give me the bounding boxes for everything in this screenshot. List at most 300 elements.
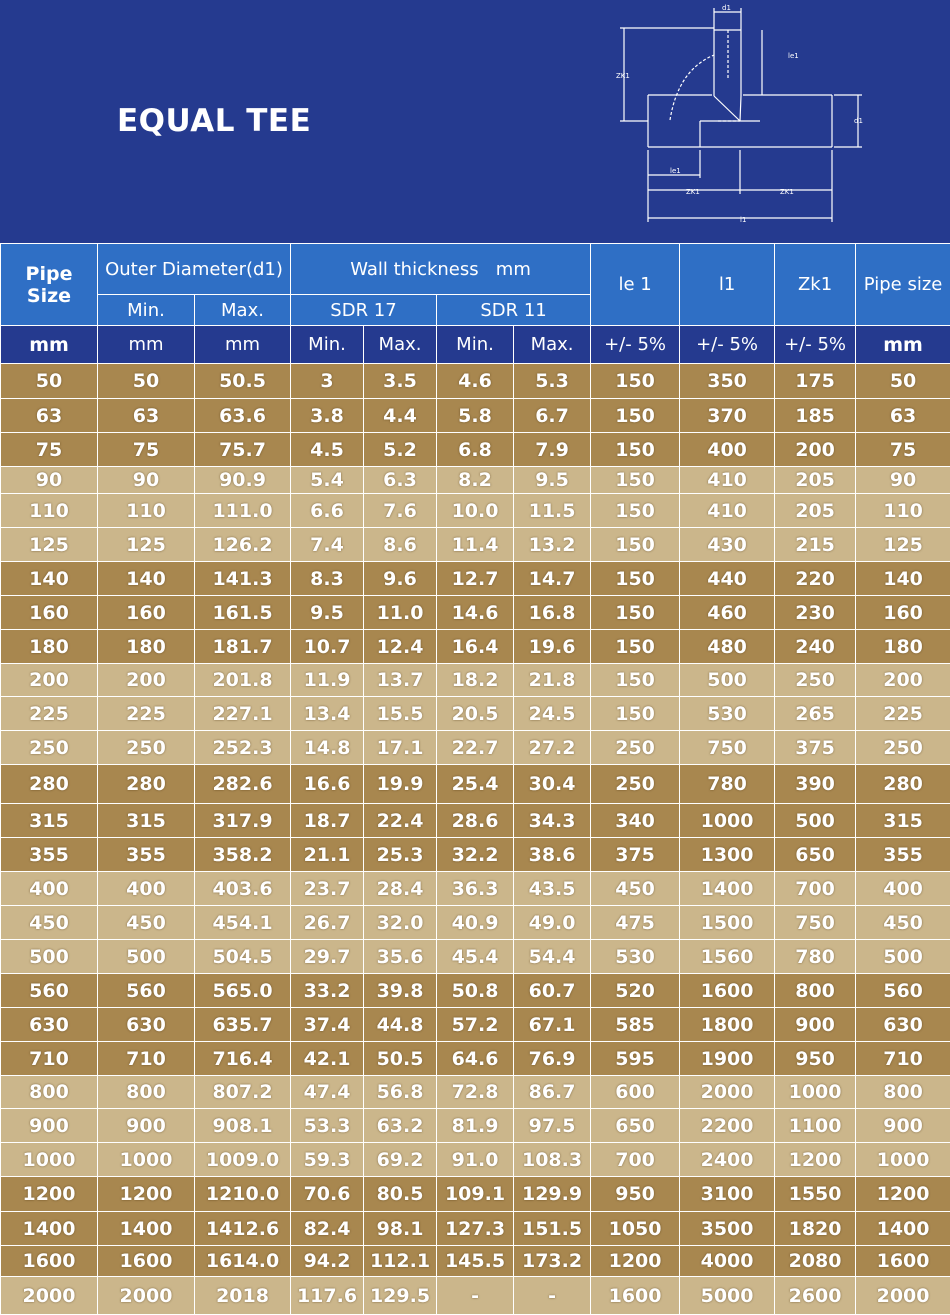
table-cell: 36.3 (437, 872, 514, 906)
table-cell: 110 (98, 494, 195, 528)
table-row (1, 1042, 950, 1076)
table-cell: 807.2 (195, 1076, 291, 1109)
table-cell: 500 (1, 940, 98, 974)
table-cell: 220 (775, 562, 856, 596)
header-le1-tolerance: +/- 5% (591, 326, 680, 364)
table-cell: 480 (680, 630, 775, 664)
table-cell: 60.7 (514, 974, 591, 1008)
table-cell: 43.5 (514, 872, 591, 906)
table-cell: 5.3 (514, 364, 591, 399)
table-cell: 63 (1, 399, 98, 433)
table-cell: 400 (856, 872, 950, 906)
table-cell: 315 (856, 804, 950, 838)
table-cell: 230 (775, 596, 856, 630)
table-cell: 710 (1, 1042, 98, 1076)
table-cell: 504.5 (195, 940, 291, 974)
table-cell: 44.8 (364, 1008, 437, 1042)
table-cell: 280 (856, 765, 950, 804)
table-cell: 14.6 (437, 596, 514, 630)
equal-tee-table (0, 243, 950, 1315)
table-cell: 520 (591, 974, 680, 1008)
header-od-max: Max. (195, 295, 291, 326)
table-cell: 400 (98, 872, 195, 906)
table-cell: 150 (591, 697, 680, 731)
table-cell: 780 (680, 765, 775, 804)
table-cell: 1400 (856, 1212, 950, 1246)
table-row (1, 697, 950, 731)
table-cell: 180 (98, 630, 195, 664)
table-cell: 35.6 (364, 940, 437, 974)
table-cell: 14.7 (514, 562, 591, 596)
table-cell: 2400 (680, 1143, 775, 1177)
table-cell: 900 (1, 1109, 98, 1143)
table-row (1, 1109, 950, 1143)
table-row (1, 906, 950, 940)
table-cell: 400 (680, 433, 775, 467)
table-cell: 900 (856, 1109, 950, 1143)
header-zk1: Zk1 (775, 244, 856, 326)
table-row (1, 974, 950, 1008)
table-cell: 22.4 (364, 804, 437, 838)
table-cell: 1550 (775, 1177, 856, 1212)
table-cell: 3500 (680, 1212, 775, 1246)
table-cell: 358.2 (195, 838, 291, 872)
table-cell: 28.4 (364, 872, 437, 906)
table-cell: 355 (856, 838, 950, 872)
table-cell: 750 (775, 906, 856, 940)
table-cell: 110 (856, 494, 950, 528)
table-cell: 700 (591, 1143, 680, 1177)
table-cell: 18.7 (291, 804, 364, 838)
table-cell: 390 (775, 765, 856, 804)
table-cell: 13.4 (291, 697, 364, 731)
table-row (1, 562, 950, 596)
header-od-min-unit: mm (98, 326, 195, 364)
table-cell: 780 (775, 940, 856, 974)
table-cell: 630 (1, 1008, 98, 1042)
table-cell: 630 (856, 1008, 950, 1042)
header-sdr17: SDR 17 (291, 295, 437, 326)
table-cell: 2080 (775, 1246, 856, 1277)
table-cell: 63.6 (195, 399, 291, 433)
table-row (1, 1277, 950, 1315)
diagram-label-l1: l1 (740, 216, 746, 224)
table-row (1, 630, 950, 664)
table-cell: 1614.0 (195, 1246, 291, 1277)
table-body (1, 364, 950, 1315)
table-cell: 16.8 (514, 596, 591, 630)
table-cell: 280 (1, 765, 98, 804)
table-cell: 12.7 (437, 562, 514, 596)
table-row (1, 872, 950, 906)
table-cell: 126.2 (195, 528, 291, 562)
header-sdr17-max: Max. (364, 326, 437, 364)
header-pipe-size: Pipe Size (1, 244, 98, 326)
table-cell: 39.8 (364, 974, 437, 1008)
table-cell: 11.5 (514, 494, 591, 528)
table-cell: 11.9 (291, 664, 364, 697)
table-cell: 8.6 (364, 528, 437, 562)
table-row (1, 467, 950, 494)
diagram-label-zk1: ZK1 (616, 72, 630, 80)
table-cell: 1000 (775, 1076, 856, 1109)
table-cell: 16.4 (437, 630, 514, 664)
table-row (1, 528, 950, 562)
table-cell: 200 (775, 433, 856, 467)
table-cell: 1400 (1, 1212, 98, 1246)
table-cell: 145.5 (437, 1246, 514, 1277)
diagram-line (714, 96, 740, 121)
table-cell: 81.9 (437, 1109, 514, 1143)
table-cell: 2000 (680, 1076, 775, 1109)
table-cell: 280 (98, 765, 195, 804)
table-cell: 2000 (856, 1277, 950, 1315)
table-cell: 181.7 (195, 630, 291, 664)
table-cell: 500 (98, 940, 195, 974)
table-cell: 82.4 (291, 1212, 364, 1246)
table-cell: 454.1 (195, 906, 291, 940)
table-cell: 1560 (680, 940, 775, 974)
table-cell: 250 (591, 731, 680, 765)
table-cell: 75 (856, 433, 950, 467)
table-cell: 64.6 (437, 1042, 514, 1076)
table-row (1, 765, 950, 804)
table-cell: 6.8 (437, 433, 514, 467)
table-cell: 900 (98, 1109, 195, 1143)
table-cell: 2200 (680, 1109, 775, 1143)
table-cell: 1009.0 (195, 1143, 291, 1177)
table-cell: 9.5 (514, 467, 591, 494)
table-cell: 63.2 (364, 1109, 437, 1143)
table-cell: 22.7 (437, 731, 514, 765)
table-cell: 150 (591, 528, 680, 562)
table-cell: 12.4 (364, 630, 437, 664)
table-cell: 1600 (591, 1277, 680, 1315)
table-cell: 900 (775, 1008, 856, 1042)
table-cell: 375 (775, 731, 856, 765)
table-cell: 141.3 (195, 562, 291, 596)
table-cell: 1050 (591, 1212, 680, 1246)
table-cell: 560 (856, 974, 950, 1008)
table-cell: 2000 (1, 1277, 98, 1315)
table-cell: 700 (775, 872, 856, 906)
header-sdr17-min: Min. (291, 326, 364, 364)
table-cell: 500 (680, 664, 775, 697)
table-cell: 97.5 (514, 1109, 591, 1143)
table-cell: 98.1 (364, 1212, 437, 1246)
table-cell: 17.1 (364, 731, 437, 765)
table-cell: 56.8 (364, 1076, 437, 1109)
table-cell: 205 (775, 494, 856, 528)
table-cell: 201.8 (195, 664, 291, 697)
table-cell: 125 (1, 528, 98, 562)
table-cell: 9.5 (291, 596, 364, 630)
table-cell: 250 (1, 731, 98, 765)
table-cell: 500 (775, 804, 856, 838)
table-cell: 265 (775, 697, 856, 731)
table-cell: 53.3 (291, 1109, 364, 1143)
table-cell: 750 (680, 731, 775, 765)
table-cell: 75 (98, 433, 195, 467)
header-le1: le 1 (591, 244, 680, 326)
table-cell: 340 (591, 804, 680, 838)
header-pipe-size-right: Pipe size (856, 244, 950, 326)
table-cell: - (514, 1277, 591, 1315)
table-cell: 150 (591, 494, 680, 528)
table-cell: 410 (680, 467, 775, 494)
table-cell: 500 (856, 940, 950, 974)
table-cell: 1200 (591, 1246, 680, 1277)
table-cell: 800 (1, 1076, 98, 1109)
table-cell: 72.8 (437, 1076, 514, 1109)
table-cell: 215 (775, 528, 856, 562)
table-cell: 11.4 (437, 528, 514, 562)
table-cell: 50 (856, 364, 950, 399)
table-cell: 600 (591, 1076, 680, 1109)
table-cell: 185 (775, 399, 856, 433)
table-cell: 6.6 (291, 494, 364, 528)
table-cell: 1800 (680, 1008, 775, 1042)
table-cell: 111.0 (195, 494, 291, 528)
diagram-label-d1: d1 (722, 4, 731, 12)
table-cell: 1900 (680, 1042, 775, 1076)
table-cell: 1200 (775, 1143, 856, 1177)
table-cell: 13.2 (514, 528, 591, 562)
table-cell: 150 (591, 467, 680, 494)
header-od-min: Min. (98, 295, 195, 326)
table-cell: 42.1 (291, 1042, 364, 1076)
table-cell: 57.2 (437, 1008, 514, 1042)
table-cell: 200 (1, 664, 98, 697)
table-cell: 450 (1, 906, 98, 940)
table-cell: 3.5 (364, 364, 437, 399)
table-cell: 635.7 (195, 1008, 291, 1042)
table-cell: 355 (1, 838, 98, 872)
table-cell: 1000 (856, 1143, 950, 1177)
table-cell: 315 (98, 804, 195, 838)
table-cell: 282.6 (195, 765, 291, 804)
table-cell: 28.6 (437, 804, 514, 838)
table-cell: 15.5 (364, 697, 437, 731)
table-cell: 50.5 (195, 364, 291, 399)
table-cell: 140 (856, 562, 950, 596)
table-cell: 450 (591, 872, 680, 906)
table-cell: 19.9 (364, 765, 437, 804)
table-cell: 90.9 (195, 467, 291, 494)
table-cell: 109.1 (437, 1177, 514, 1212)
table-row (1, 494, 950, 528)
table-cell: 110 (1, 494, 98, 528)
table-cell: 150 (591, 562, 680, 596)
table-cell: 5.2 (364, 433, 437, 467)
table-cell: 21.1 (291, 838, 364, 872)
table-cell: 37.4 (291, 1008, 364, 1042)
table-cell: 430 (680, 528, 775, 562)
table-cell: 8.2 (437, 467, 514, 494)
header-od-max-unit: mm (195, 326, 291, 364)
table-cell: 595 (591, 1042, 680, 1076)
table-cell: 7.9 (514, 433, 591, 467)
table-cell: 94.2 (291, 1246, 364, 1277)
table-cell: 475 (591, 906, 680, 940)
table-cell: 160 (856, 596, 950, 630)
table-cell: 29.7 (291, 940, 364, 974)
table-row (1, 1143, 950, 1177)
table-cell: 10.0 (437, 494, 514, 528)
table-cell: 173.2 (514, 1246, 591, 1277)
table-cell: 1820 (775, 1212, 856, 1246)
table-cell: 161.5 (195, 596, 291, 630)
table-cell: 440 (680, 562, 775, 596)
table-row (1, 1177, 950, 1212)
table-cell: 151.5 (514, 1212, 591, 1246)
table-cell: 11.0 (364, 596, 437, 630)
table-cell: 150 (591, 399, 680, 433)
diagram-label-le1: le1 (788, 52, 799, 60)
page-title: EQUAL TEE (117, 103, 311, 139)
table-cell: 225 (1, 697, 98, 731)
table-cell: 7.6 (364, 494, 437, 528)
table-cell: 250 (98, 731, 195, 765)
table-cell: 5.8 (437, 399, 514, 433)
table-cell: 16.6 (291, 765, 364, 804)
diagram-label-zk1-right: ZK1 (780, 188, 794, 196)
table-cell: 180 (1, 630, 98, 664)
table-cell: 3100 (680, 1177, 775, 1212)
table-cell: 47.4 (291, 1076, 364, 1109)
table-cell: 560 (1, 974, 98, 1008)
header-sdr11-min: Min. (437, 326, 514, 364)
table-cell: 129.5 (364, 1277, 437, 1315)
table-cell: 800 (856, 1076, 950, 1109)
table-cell: 32.0 (364, 906, 437, 940)
table-cell: 25.4 (437, 765, 514, 804)
table-row (1, 364, 950, 399)
header-l1-tolerance: +/- 5% (680, 326, 775, 364)
table-cell: 252.3 (195, 731, 291, 765)
table-cell: 7.4 (291, 528, 364, 562)
table-cell: 75.7 (195, 433, 291, 467)
table-cell: 410 (680, 494, 775, 528)
table-row (1, 804, 950, 838)
table-cell: 1000 (98, 1143, 195, 1177)
table-cell: 240 (775, 630, 856, 664)
table-cell: 450 (98, 906, 195, 940)
table-cell: 140 (98, 562, 195, 596)
header-sdr11: SDR 11 (437, 295, 591, 326)
table-cell: 180 (856, 630, 950, 664)
table-cell: 1300 (680, 838, 775, 872)
table-cell: 6.3 (364, 467, 437, 494)
table-row (1, 838, 950, 872)
table-cell: 2018 (195, 1277, 291, 1315)
table-cell: 403.6 (195, 872, 291, 906)
table-cell: 129.9 (514, 1177, 591, 1212)
table-cell: 530 (680, 697, 775, 731)
table-cell: 560 (98, 974, 195, 1008)
table-cell: 18.2 (437, 664, 514, 697)
table-cell: 205 (775, 467, 856, 494)
table-cell: 27.2 (514, 731, 591, 765)
table-cell: 50 (1, 364, 98, 399)
diagram-line (670, 55, 714, 120)
table-cell: 8.3 (291, 562, 364, 596)
table-cell: 45.4 (437, 940, 514, 974)
table-cell: 4.6 (437, 364, 514, 399)
table-cell: 14.8 (291, 731, 364, 765)
diagram-label-zk1-left: ZK1 (686, 188, 700, 196)
table-cell: 54.4 (514, 940, 591, 974)
table-row (1, 1076, 950, 1109)
table-cell: 69.2 (364, 1143, 437, 1177)
header-unit-mm: mm (1, 326, 98, 364)
table-cell: 1500 (680, 906, 775, 940)
table-cell: 50 (98, 364, 195, 399)
header-wall-thickness: Wall thickness mm (291, 244, 591, 295)
table-cell: 1600 (856, 1246, 950, 1277)
table-cell: 24.5 (514, 697, 591, 731)
table-cell: 1600 (98, 1246, 195, 1277)
table-cell: 225 (856, 697, 950, 731)
table-cell: 317.9 (195, 804, 291, 838)
table-cell: 160 (98, 596, 195, 630)
table-cell: 800 (98, 1076, 195, 1109)
table-cell: 585 (591, 1008, 680, 1042)
table-cell: 650 (775, 838, 856, 872)
table-cell: 450 (856, 906, 950, 940)
table-cell: 63 (856, 399, 950, 433)
table-cell: 80.5 (364, 1177, 437, 1212)
table-row (1, 433, 950, 467)
table-cell: 86.7 (514, 1076, 591, 1109)
header-l1: l1 (680, 244, 775, 326)
table-cell: 225 (98, 697, 195, 731)
table-cell: 63 (98, 399, 195, 433)
table-cell: 908.1 (195, 1109, 291, 1143)
table-cell: 49.0 (514, 906, 591, 940)
table-cell: 76.9 (514, 1042, 591, 1076)
table-cell: 2000 (98, 1277, 195, 1315)
table-cell: 50.8 (437, 974, 514, 1008)
diagram-label-d1-right: d1 (854, 117, 863, 125)
table-cell: 40.9 (437, 906, 514, 940)
table-cell: 710 (856, 1042, 950, 1076)
table-cell: 19.6 (514, 630, 591, 664)
table-cell: 26.7 (291, 906, 364, 940)
table-cell: 108.3 (514, 1143, 591, 1177)
table-cell: 355 (98, 838, 195, 872)
table-cell: 565.0 (195, 974, 291, 1008)
table-cell: 1200 (98, 1177, 195, 1212)
equal-tee-diagram (600, 0, 880, 235)
table-cell: 9.6 (364, 562, 437, 596)
table-cell: 350 (680, 364, 775, 399)
table-cell: 175 (775, 364, 856, 399)
table-cell: 4.5 (291, 433, 364, 467)
table-cell: 400 (1, 872, 98, 906)
diagram-line (740, 96, 741, 121)
table-cell: 950 (591, 1177, 680, 1212)
table-cell: 23.7 (291, 872, 364, 906)
table-cell: 33.2 (291, 974, 364, 1008)
table-cell: 30.4 (514, 765, 591, 804)
table-cell: 21.8 (514, 664, 591, 697)
table-cell: 630 (98, 1008, 195, 1042)
table-cell: 4000 (680, 1246, 775, 1277)
table-cell: 10.7 (291, 630, 364, 664)
table-cell: 117.6 (291, 1277, 364, 1315)
table-cell: 25.3 (364, 838, 437, 872)
